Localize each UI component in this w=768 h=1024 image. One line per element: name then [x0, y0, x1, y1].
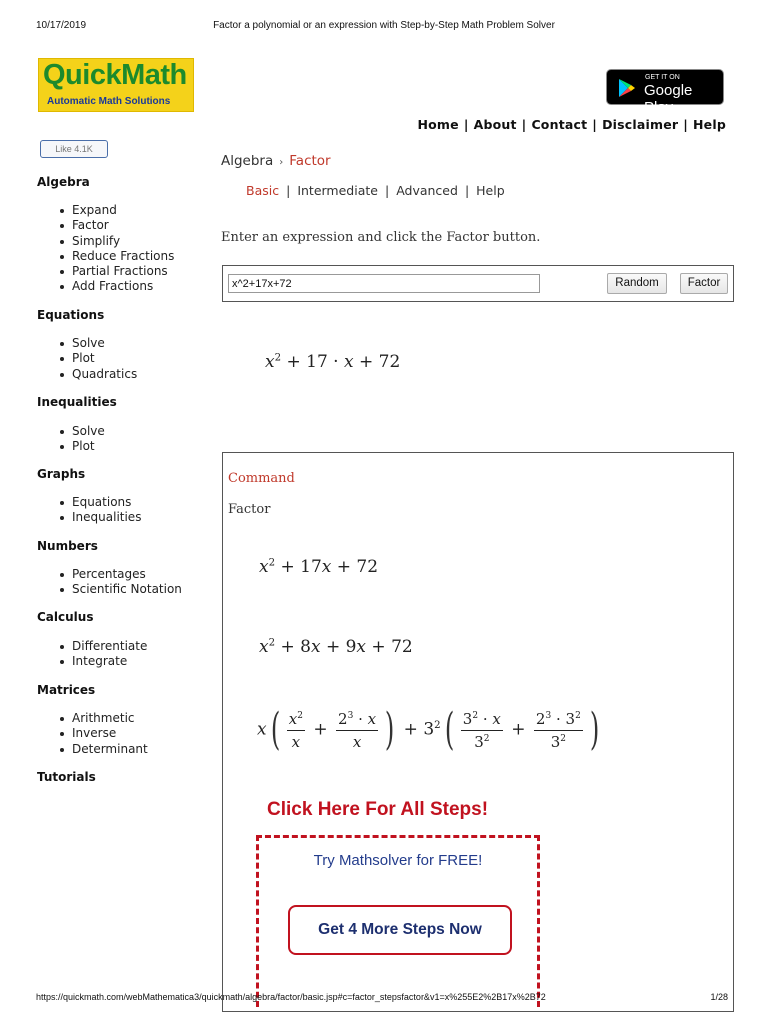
nav-separator: |	[683, 117, 689, 132]
print-title: Factor a polynomial or an expression with Step-by-Step Math Problem Solver	[213, 20, 555, 31]
sidebar-item-scientific-notation[interactable]: Scientific Notation	[57, 582, 182, 597]
nav-home[interactable]: Home	[417, 117, 459, 132]
tab-advanced[interactable]: Advanced	[396, 183, 458, 198]
tab-help[interactable]: Help	[476, 183, 505, 198]
quickmath-logo[interactable]	[38, 58, 194, 112]
google-play-small-text: GET IT ON	[645, 74, 680, 81]
print-page-number: 1/28	[710, 992, 728, 1002]
sidebar-list-numbers	[57, 567, 182, 598]
tab-basic[interactable]: Basic	[246, 183, 280, 198]
sidebar-section-numbers: Numbers	[37, 539, 98, 553]
google-play-big-text: Google Play	[644, 82, 693, 116]
tab-separator: |	[464, 183, 470, 198]
nav-separator: |	[463, 117, 469, 132]
sidebar-item-factor[interactable]: Factor	[57, 218, 174, 233]
sidebar-section-equations: Equations	[37, 308, 105, 322]
sidebar-item-reduce-fractions[interactable]: Reduce Fractions	[57, 249, 174, 264]
facebook-like-button[interactable]: Like 4.1K	[40, 140, 108, 158]
tab-separator: |	[286, 183, 291, 198]
sidebar-list-algebra	[57, 203, 174, 295]
sidebar-section-graphs: Graphs	[37, 467, 86, 481]
sidebar-item-percentages[interactable]: Percentages	[57, 567, 182, 582]
result-panel	[222, 452, 734, 1012]
nav-contact[interactable]: Contact	[531, 117, 588, 132]
sidebar-item-equations[interactable]: Equations	[57, 495, 141, 510]
breadcrumb	[221, 153, 331, 169]
nav-disclaimer[interactable]: Disclaimer	[602, 117, 679, 132]
sidebar-item-inverse[interactable]: Inverse	[57, 726, 148, 741]
sidebar-list-matrices	[57, 711, 148, 757]
sidebar-item-add-fractions[interactable]: Add Fractions	[57, 279, 174, 294]
sidebar-item-partial-fractions[interactable]: Partial Fractions	[57, 264, 174, 279]
sidebar-item-solve[interactable]: Solve	[57, 336, 137, 351]
nav-help[interactable]: Help	[693, 117, 726, 132]
sidebar-item-plot[interactable]: Plot	[57, 439, 105, 454]
sidebar-item-simplify[interactable]: Simplify	[57, 234, 174, 249]
sidebar-list-calculus	[57, 639, 147, 670]
print-date: 10/17/2019	[36, 20, 87, 31]
top-nav	[417, 117, 726, 132]
step-expression-1: $x^2 + 17x + 72$	[259, 557, 379, 577]
sidebar-item-quadratics[interactable]: Quadratics	[57, 367, 137, 382]
sidebar-list-graphs	[57, 495, 141, 526]
sidebar-list-equations	[57, 336, 137, 382]
sidebar-section-tutorials[interactable]: Tutorials	[37, 770, 96, 784]
step-expression-2: $x^2 + 8x + 9x + 72$	[259, 637, 413, 657]
logo-text: QuickMath	[43, 59, 187, 91]
print-url: https://quickmath.com/webMathematica3/quickmath/algebra/factor/basic.jsp#c=factor_stepsfactor&v1=x%255E2%2B17x%2B72	[36, 992, 546, 1002]
more-steps-button[interactable]: Get 4 More Steps Now	[288, 905, 512, 955]
command-label: Command	[228, 471, 295, 486]
sidebar-item-plot[interactable]: Plot	[57, 351, 137, 366]
expression-preview: $x^2 + 17 \cdot x + 72$	[265, 352, 401, 372]
sidebar-section-calculus: Calculus	[37, 610, 94, 624]
tab-separator: |	[384, 183, 390, 198]
step-expression-3: x( $\frac{x^2}{x}$ + $\frac{2^3 \cdot x}{x}$ ) + $3^2$( $\frac{3^2 \cdot x}{3^2}$ + $\frac{2^3 \cdot 3^2}{3^2}$ )	[257, 704, 600, 755]
mathsolver-promo	[256, 835, 540, 1007]
sidebar-section-inequalities: Inequalities	[37, 395, 117, 409]
google-play-icon	[617, 78, 637, 98]
sidebar-item-inequalities[interactable]: Inequalities	[57, 510, 141, 525]
expression-form	[222, 265, 734, 302]
sidebar-item-arithmetic[interactable]: Arithmetic	[57, 711, 148, 726]
sidebar-item-solve[interactable]: Solve	[57, 424, 105, 439]
google-play-badge[interactable]	[606, 69, 724, 116]
sidebar-item-determinant[interactable]: Determinant	[57, 742, 148, 757]
nav-about[interactable]: About	[473, 117, 517, 132]
sidebar-list-inequalities	[57, 424, 105, 455]
chevron-right-icon: ›	[279, 157, 284, 168]
nav-separator: |	[592, 117, 598, 132]
sidebar-item-integrate[interactable]: Integrate	[57, 654, 147, 669]
logo-tagline: Automatic Math Solutions	[47, 96, 171, 107]
command-value: Factor	[228, 502, 271, 517]
instructions-text: Enter an expression and click the Factor button.	[221, 230, 541, 245]
random-button[interactable]: Random	[607, 273, 667, 294]
factor-button[interactable]: Factor	[680, 273, 728, 294]
sidebar-section-algebra: Algebra	[37, 175, 90, 189]
sidebar-item-expand[interactable]: Expand	[57, 203, 174, 218]
sidebar-item-differentiate[interactable]: Differentiate	[57, 639, 147, 654]
all-steps-link[interactable]: Click Here For All Steps!	[267, 799, 489, 820]
print-header	[0, 0, 768, 40]
expression-input[interactable]	[228, 274, 540, 293]
sidebar-section-matrices: Matrices	[37, 683, 96, 697]
breadcrumb-algebra[interactable]: Algebra	[221, 153, 274, 169]
level-tabs	[246, 183, 505, 198]
breadcrumb-factor[interactable]: Factor	[289, 153, 331, 169]
promo-text: Try Mathsolver for FREE!	[313, 852, 483, 869]
nav-separator: |	[521, 117, 527, 132]
tab-intermediate[interactable]: Intermediate	[297, 183, 378, 198]
